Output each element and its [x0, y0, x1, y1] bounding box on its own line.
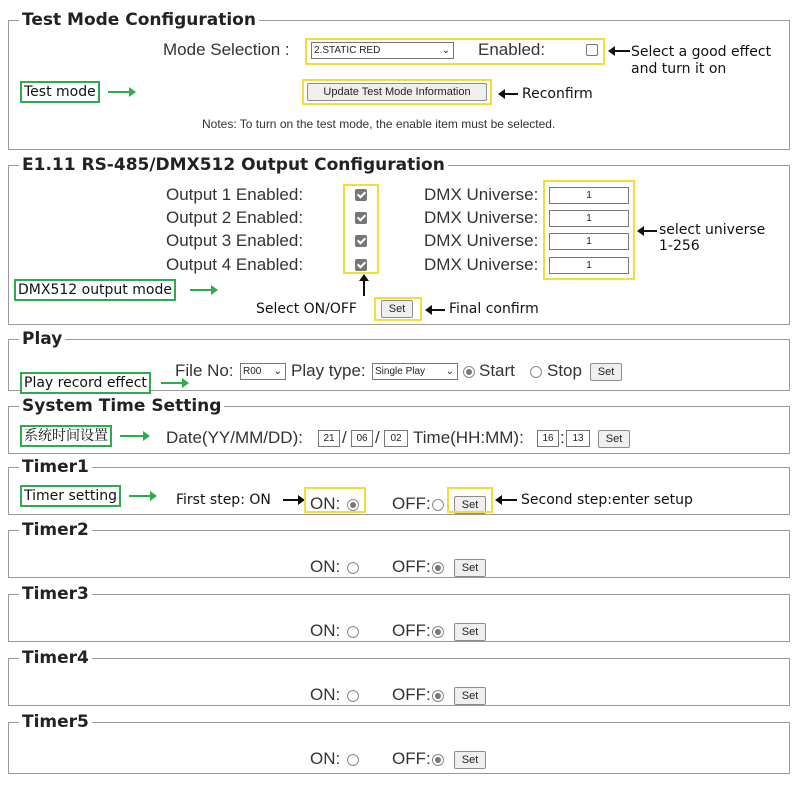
annot-system-time-tag: 系统时间设置 — [20, 425, 112, 447]
timer-on-radio[interactable] — [347, 690, 359, 702]
output-enabled-checkbox[interactable] — [355, 259, 367, 271]
timer-on-radio[interactable] — [347, 754, 359, 766]
annot-play-tag: Play record effect — [20, 372, 151, 394]
timer1-on-highlight — [304, 487, 366, 513]
green-arrow-icon — [108, 91, 130, 93]
arrow-up-head — [359, 274, 369, 281]
minute-input[interactable]: 13 — [566, 430, 590, 447]
annot-enable-line1: Select a good effect — [631, 44, 772, 60]
annot-test-mode-tag: Test mode — [20, 81, 100, 103]
timer-set-button[interactable]: Set — [454, 496, 486, 514]
mode-select-value: 2.STATIC RED — [314, 45, 381, 56]
timer-legend: Timer2 — [19, 521, 92, 539]
dmx-universe-input[interactable]: 1 — [549, 257, 629, 274]
dmx-universe-input[interactable]: 1 — [549, 233, 629, 250]
timer-off-label: OFF: — [392, 557, 431, 576]
file-no-value: R00 — [243, 366, 262, 377]
annot-timer-tag: Timer setting — [20, 485, 121, 507]
timer-set-button[interactable]: Set — [454, 687, 486, 705]
arrow-left-icon — [643, 230, 657, 232]
play-type-value: Single Play — [375, 366, 426, 377]
stop-radio[interactable] — [530, 366, 542, 378]
timer1-set-highlight — [447, 487, 493, 513]
green-arrow-icon — [161, 382, 183, 384]
timer-off-label: OFF: — [392, 621, 431, 640]
stop-label: Stop — [547, 361, 582, 380]
timer-off-label: OFF: — [392, 685, 431, 704]
test-enabled-checkbox[interactable] — [586, 44, 598, 56]
arrow-left-icon — [504, 93, 518, 95]
dmx-universe-label: DMX Universe: — [424, 231, 539, 250]
dmx-universe-input[interactable]: 1 — [549, 187, 629, 204]
time-label: Time(HH:MM): — [413, 428, 524, 447]
green-arrow-icon — [190, 289, 212, 291]
dmx-universe-label: DMX Universe: — [424, 208, 539, 227]
timer-legend: Timer3 — [19, 585, 92, 603]
annot-universe-line2: 1-256 — [659, 238, 700, 254]
time-set-button[interactable]: Set — [598, 430, 630, 448]
timer-legend: Timer1 — [19, 458, 92, 476]
timer-on-label: ON: — [310, 621, 341, 640]
timer-off-label: OFF: — [392, 749, 431, 768]
arrow-left-icon — [501, 499, 517, 501]
output-enabled-label: Output 4 Enabled: — [166, 255, 304, 274]
timer-off-label: OFF: — [392, 494, 431, 513]
file-no-select[interactable] — [240, 363, 286, 380]
timer-on-label: ON: — [310, 557, 341, 576]
timer-off-radio[interactable] — [432, 754, 444, 766]
dmx-universe-label: DMX Universe: — [424, 185, 539, 204]
dmx-set-button[interactable]: Set — [381, 300, 413, 318]
timer-legend: Timer4 — [19, 649, 92, 667]
date-separator: / — [375, 428, 380, 447]
timer-on-label: ON: — [310, 494, 341, 513]
test-mode-notes: Notes: To turn on the test mode, the enable item must be selected. — [202, 117, 556, 131]
timer-off-radio[interactable] — [432, 626, 444, 638]
hour-input[interactable]: 16 — [537, 430, 559, 447]
output-enabled-label: Output 1 Enabled: — [166, 185, 304, 204]
annot-first-step: First step: ON — [176, 492, 271, 508]
chevron-down-icon: ⌄ — [273, 366, 282, 377]
play-type-label: Play type: — [291, 361, 366, 380]
system-time-legend: System Time Setting — [19, 397, 224, 415]
enabled-label: Enabled: — [478, 40, 546, 59]
timer-legend: Timer5 — [19, 713, 92, 731]
annot-final-confirm: Final confirm — [449, 301, 539, 317]
month-input[interactable]: 06 — [351, 430, 373, 447]
chevron-down-icon: ⌄ — [441, 45, 450, 56]
annot-select-onoff: Select ON/OFF — [256, 301, 357, 317]
timer-on-label: ON: — [310, 749, 341, 768]
annot-reconfirm: Reconfirm — [522, 86, 593, 102]
output-enabled-checkbox[interactable] — [355, 212, 367, 224]
start-label: Start — [479, 361, 515, 380]
play-type-select[interactable] — [372, 363, 458, 380]
annot-second-step: Second step:enter setup — [521, 492, 693, 508]
day-input[interactable]: 02 — [384, 430, 408, 447]
timer-on-radio[interactable] — [347, 562, 359, 574]
time-separator: : — [560, 428, 565, 447]
chevron-down-icon: ⌄ — [445, 366, 454, 377]
timer-off-radio[interactable] — [432, 499, 444, 511]
mode-selection-label: Mode Selection : — [163, 40, 290, 59]
timer-on-label: ON: — [310, 685, 341, 704]
output-enabled-checkbox[interactable] — [355, 189, 367, 201]
output-enabled-checkbox[interactable] — [355, 235, 367, 247]
timer-off-radio[interactable] — [432, 562, 444, 574]
date-separator: / — [342, 428, 347, 447]
arrow-right-icon — [283, 499, 299, 501]
start-radio[interactable] — [463, 366, 475, 378]
dmx-legend: E1.11 RS-485/DMX512 Output Configuration — [19, 156, 448, 174]
timer-set-button[interactable]: Set — [454, 623, 486, 641]
timer-on-radio[interactable] — [347, 626, 359, 638]
timer-set-button[interactable]: Set — [454, 751, 486, 769]
file-no-label: File No: — [175, 361, 234, 380]
dmx-universe-label: DMX Universe: — [424, 255, 539, 274]
timer-set-button[interactable]: Set — [454, 559, 486, 577]
annot-dmx-tag: DMX512 output mode — [14, 279, 176, 301]
green-arrow-icon — [120, 435, 144, 437]
dmx-universe-input[interactable]: 1 — [549, 210, 629, 227]
timer-off-radio[interactable] — [432, 690, 444, 702]
green-arrow-icon — [129, 495, 151, 497]
output-enabled-label: Output 3 Enabled: — [166, 231, 304, 250]
mode-select[interactable] — [311, 42, 454, 59]
play-set-button[interactable]: Set — [590, 363, 622, 381]
year-input[interactable]: 21 — [318, 430, 340, 447]
test-mode-legend: Test Mode Configuration — [19, 11, 259, 29]
arrow-left-icon — [614, 50, 630, 52]
output-enabled-label: Output 2 Enabled: — [166, 208, 304, 227]
annot-universe-line1: select universe — [659, 222, 766, 238]
annot-enable-line2: and turn it on — [631, 61, 727, 77]
play-legend: Play — [19, 330, 65, 348]
arrow-left-icon — [431, 309, 445, 311]
update-test-mode-button[interactable]: Update Test Mode Information — [307, 83, 487, 101]
date-label: Date(YY/MM/DD): — [166, 428, 303, 447]
